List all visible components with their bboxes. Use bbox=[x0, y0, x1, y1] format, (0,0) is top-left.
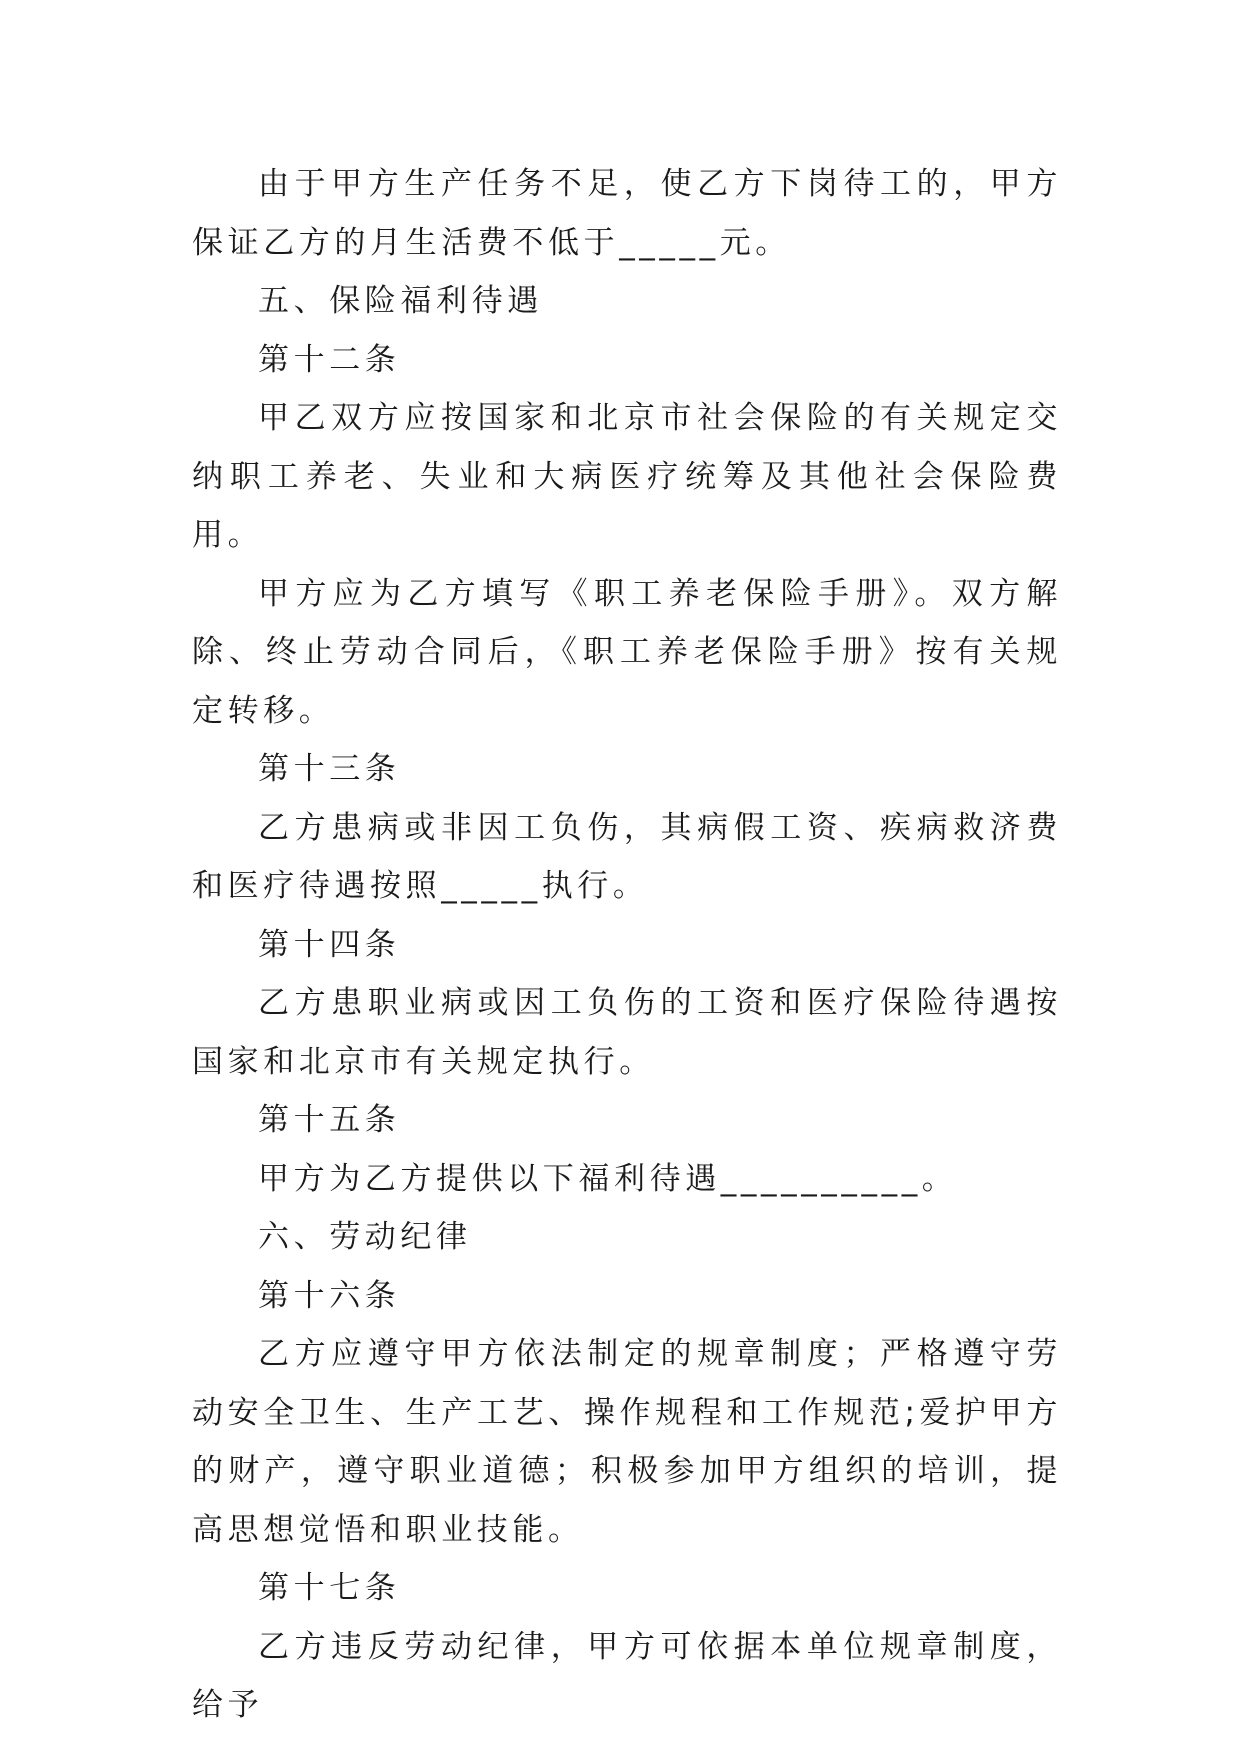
document-page bbox=[192, 155, 1062, 1735]
paragraph-social-insurance: 甲乙双方应按国家和北京市社会保险的有关规定交纳职工养老、失业和大病医疗统筹及其他社会保险费用。 bbox=[192, 400, 1062, 553]
paragraph-discipline-violation: 乙方违反劳动纪律，甲方可依据本单位规章制度，给予 bbox=[192, 1628, 1062, 1723]
article-heading-13: 第十三条 bbox=[258, 751, 401, 787]
paragraph-occupational-injury: 乙方患职业病或因工负伤的工资和医疗保险待遇按国家和北京市有关规定执行。 bbox=[192, 985, 1062, 1080]
paragraph-living-allowance: 由于甲方生产任务不足，使乙方下岗待工的，甲方保证乙方的月生活费不低于_____元。 bbox=[192, 166, 1062, 261]
section-heading-labor-discipline: 六、劳动纪律 bbox=[258, 1219, 472, 1255]
article-heading-16: 第十六条 bbox=[258, 1277, 401, 1314]
paragraph-pension-handbook: 甲方应为乙方填写《职工养老保险手册》。双方解除、终止劳动合同后，《职工养老保险手册》按有关规定转移。 bbox=[192, 575, 1062, 729]
article-heading-17: 第十七条 bbox=[258, 1570, 401, 1606]
paragraph-rules-compliance: 乙方应遵守甲方依法制定的规章制度；严格遵守劳动安全卫生、生产工艺、操作规程和工作规范;爱护甲方的财产，遵守职业道德；积极参加甲方组织的培训，提高思想觉悟和职业技能。 bbox=[192, 1336, 1062, 1548]
paragraph-welfare-benefits: 甲方为乙方提供以下福利待遇__________。 bbox=[258, 1160, 958, 1197]
article-heading-15: 第十五条 bbox=[258, 1102, 401, 1138]
article-heading-12: 第十二条 bbox=[258, 341, 401, 378]
article-heading-14: 第十四条 bbox=[258, 926, 401, 963]
paragraph-sick-leave: 乙方患病或非因工负伤，其病假工资、疾病救济费和医疗待遇按照_____执行。 bbox=[192, 809, 1062, 904]
section-heading-insurance-welfare: 五、保险福利待遇 bbox=[258, 283, 543, 319]
